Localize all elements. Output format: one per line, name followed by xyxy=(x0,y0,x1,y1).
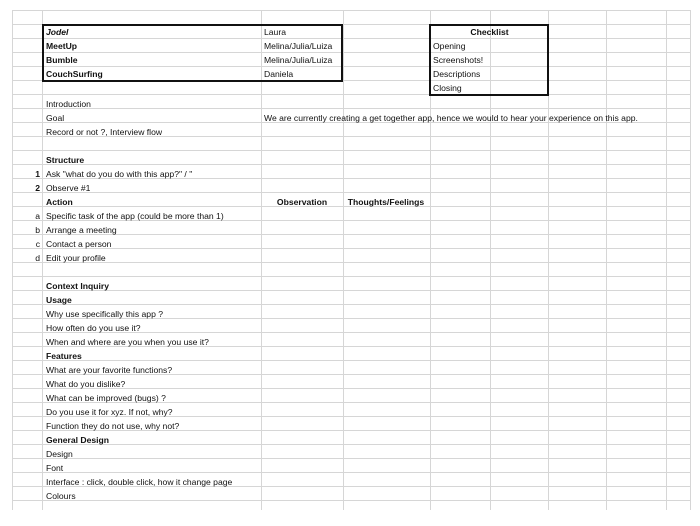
grid-row-line xyxy=(12,164,690,165)
action-letter[interactable]: a xyxy=(35,211,40,221)
action-header[interactable]: Action xyxy=(46,197,73,207)
grid-row-line xyxy=(12,444,690,445)
app-name-couchsurfing[interactable]: CouchSurfing xyxy=(46,69,103,79)
app-people-bumble[interactable]: Melina/Julia/Luiza xyxy=(264,55,333,65)
action-text[interactable]: Edit your profile xyxy=(46,253,106,263)
grid-row-line xyxy=(12,290,690,291)
general-design-heading[interactable]: General Design xyxy=(46,435,110,445)
grid-row-line xyxy=(12,24,690,25)
features-question[interactable]: Do you use it for xyz. If not, why? xyxy=(46,407,173,417)
checklist-item-screenshots[interactable]: Screenshots! xyxy=(433,55,484,65)
goal-label[interactable]: Goal xyxy=(46,113,65,123)
grid-row-line xyxy=(12,38,690,39)
introduction-label[interactable]: Introduction xyxy=(46,99,91,109)
grid-row-line xyxy=(12,276,690,277)
grid-row-line xyxy=(12,262,690,263)
step-number[interactable]: 1 xyxy=(35,169,40,179)
features-question[interactable]: What are your favorite functions? xyxy=(46,365,173,375)
app-people-meetup[interactable]: Melina/Julia/Luiza xyxy=(264,41,333,51)
grid-column-line xyxy=(12,10,13,510)
checklist-item-descriptions[interactable]: Descriptions xyxy=(433,69,481,79)
grid-row-line xyxy=(12,66,690,67)
grid-column-line xyxy=(430,10,431,510)
features-question[interactable]: What do you dislike? xyxy=(46,379,126,389)
observation-header[interactable]: Observation xyxy=(276,197,328,207)
action-text[interactable]: Contact a person xyxy=(46,239,112,249)
grid-column-line xyxy=(606,10,607,510)
structure-heading[interactable]: Structure xyxy=(46,155,85,165)
features-question[interactable]: What can be improved (bugs) ? xyxy=(46,393,166,403)
step-number[interactable]: 2 xyxy=(35,183,40,193)
record-label[interactable]: Record or not ?, Interview flow xyxy=(46,127,163,137)
action-text[interactable]: Specific task of the app (could be more than 1) xyxy=(46,211,224,221)
grid-row-line xyxy=(12,94,690,95)
app-name-bumble[interactable]: Bumble xyxy=(46,55,78,65)
design-item[interactable]: Font xyxy=(46,463,64,473)
action-text[interactable]: Arrange a meeting xyxy=(46,225,117,235)
grid-row-line xyxy=(12,192,690,193)
goal-text[interactable]: We are currently creating a get together app, hence we would to hear your experience on this app. xyxy=(264,113,638,123)
grid-column-line xyxy=(666,10,667,510)
step-text[interactable]: Observe #1 xyxy=(46,183,91,193)
checklist-item-opening[interactable]: Opening xyxy=(433,41,466,51)
grid-column-line xyxy=(42,10,43,510)
context-inquiry-heading[interactable]: Context Inquiry xyxy=(46,281,110,291)
usage-heading[interactable]: Usage xyxy=(46,295,72,305)
action-letter[interactable]: c xyxy=(35,239,40,249)
action-letter[interactable]: d xyxy=(35,253,40,263)
grid-row-line xyxy=(12,458,690,459)
grid-column-line xyxy=(490,10,491,510)
grid-column-line xyxy=(261,10,262,510)
features-question[interactable]: Function they do not use, why not? xyxy=(46,421,180,431)
design-item[interactable]: Colours xyxy=(46,491,76,501)
checklist-item-closing[interactable]: Closing xyxy=(433,83,462,93)
grid-row-line xyxy=(12,52,690,53)
design-item[interactable]: Interface : click, double click, how it change page xyxy=(46,477,233,487)
app-name-meetup[interactable]: MeetUp xyxy=(46,41,78,51)
grid-row-line xyxy=(12,248,690,249)
app-people-couchsurfing[interactable]: Daniela xyxy=(264,69,294,79)
grid-row-line xyxy=(12,500,690,501)
grid-row-line xyxy=(12,472,690,473)
grid-row-line xyxy=(12,10,690,11)
grid-row-line xyxy=(12,360,690,361)
grid-row-line xyxy=(12,80,690,81)
features-heading[interactable]: Features xyxy=(46,351,82,361)
grid-row-line xyxy=(12,108,690,109)
checklist-title[interactable]: Checklist xyxy=(470,27,509,37)
step-text[interactable]: Ask "what do you do with this app?" / " xyxy=(46,169,193,179)
design-item[interactable]: Design xyxy=(46,449,73,459)
app-name-jodel[interactable]: Jodel xyxy=(46,27,69,37)
action-letter[interactable]: b xyxy=(35,225,40,235)
thoughts-header[interactable]: Thoughts/Feelings xyxy=(347,197,425,207)
grid-row-line xyxy=(12,150,690,151)
grid-column-line xyxy=(343,10,344,510)
usage-question[interactable]: Why use specifically this app ? xyxy=(46,309,164,319)
grid-column-line xyxy=(548,10,549,510)
usage-question[interactable]: When and where are you when you use it? xyxy=(46,337,209,347)
usage-question[interactable]: How often do you use it? xyxy=(46,323,141,333)
grid-row-line xyxy=(12,304,690,305)
grid-column-line xyxy=(690,10,691,510)
app-people-jodel[interactable]: Laura xyxy=(264,27,286,37)
